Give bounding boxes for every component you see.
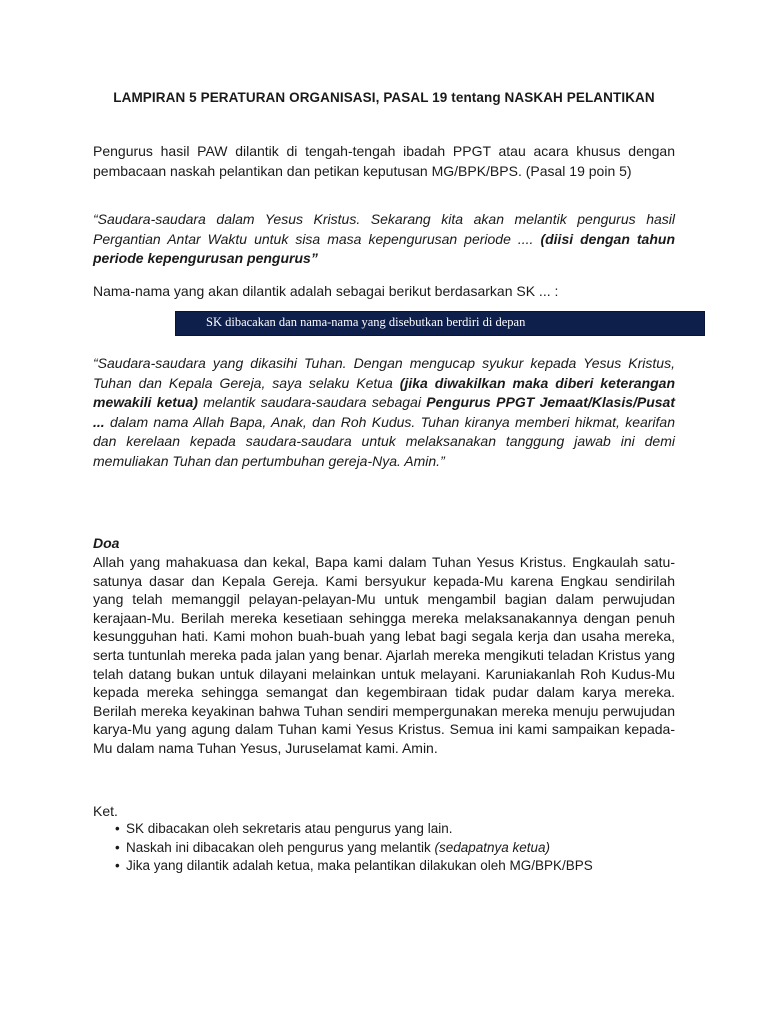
notes-label: Ket. bbox=[93, 803, 118, 819]
bullet-icon: • bbox=[115, 839, 120, 855]
note-text: Naskah ini dibacakan oleh pengurus yang melantik bbox=[126, 839, 435, 855]
opening-quote-text: “Saudara-saudara dalam Yesus Kristus. Sekarang kita akan melantik pengurus hasil Pergantian Antar Waktu untuk sisa masa kepengurusan periode .... bbox=[93, 211, 675, 247]
installation-quote-part2: melantik saudara-saudara sebagai bbox=[197, 394, 427, 410]
list-item bbox=[115, 857, 675, 876]
names-intro-paragraph: Nama-nama yang akan dilantik adalah sebagai berikut berdasarkan SK ... : bbox=[93, 283, 559, 299]
installation-quote-part3: dalam nama Allah Bapa, Anak, dan Roh Kudus. Tuhan kiranya memberi hikmat, kearifan dan kerelaan kepada saudara-saudara untuk melaksanakan tanggung jawab ini demi memuliakan Tuhan dan pertumbuhan gereja-Nya. Amin.” bbox=[93, 413, 675, 469]
opening-quote-note: (diisi dengan tahun periode kepengurusan pengurus” bbox=[93, 230, 676, 266]
sk-instruction-box: SK dibacakan dan nama-nama yang disebutkan berdiri di depan bbox=[175, 311, 705, 336]
note-text: Jika yang dilantik adalah ketua, maka pelantikan dilakukan oleh MG/BPK/BPS bbox=[126, 858, 593, 873]
bullet-icon: • bbox=[115, 858, 120, 873]
installation-quote-part1: “Saudara-saudara yang dikasihi Tuhan. Dengan mengucap syukur kepada Yesus Kristus, Tuhan dan Kepala Gereja, saya selaku Ketua bbox=[93, 355, 675, 391]
opening-quote-paragraph bbox=[93, 210, 675, 269]
note-italic: (sedapatnya ketua) bbox=[434, 839, 551, 855]
prayer-heading: Doa bbox=[93, 535, 120, 551]
bullet-icon: • bbox=[115, 821, 120, 836]
list-item bbox=[115, 820, 675, 839]
installation-quote-note1: (jika diwakilkan maka diberi keterangan mewakili ketua) bbox=[93, 374, 676, 410]
note-text: SK dibacakan oleh sekretaris atau pengurus yang lain. bbox=[126, 821, 453, 836]
notes-list bbox=[115, 820, 675, 876]
installation-quote-note2: Pengurus PPGT Jemaat/Klasis/Pusat ... bbox=[93, 394, 676, 430]
list-item bbox=[115, 839, 675, 858]
page-title: LAMPIRAN 5 PERATURAN ORGANISASI, PASAL 19 tentang NASKAH PELANTIKAN bbox=[113, 90, 655, 105]
prayer-body: Allah yang mahakuasa dan kekal, Bapa kami dalam Tuhan Yesus Kristus. Engkaulah satu-satunya dasar dan Kepala Gereja. Kami bersyukur kepada-Mu karena Engkau sendirilah yang telah memanggil pelayan-pelayan-Mu untuk mengambil bagian dalam perwujudan kerajaan-Mu. Berilah mereka kesetiaan sehingga mereka melaksanakannya dengan penuh kesungguhan hati. Kami mohon buah-buah yang lebat bagi segala kerja dan usaha mereka, serta tuntunlah mereka pada jalan yang benar. Ajarlah mereka mengikuti teladan Kristus yang telah datang bukan untuk dilayani melainkan untuk melayani. Karuniakanlah Roh Kudus-Mu kepada mereka sehingga semangat dan kegembiraan tidak pudar dalam karya mereka. Berilah mereka keyakinan bahwa Tuhan sendiri mempergunakan mereka menuju perwujudan karya-Mu yang agung dalam Tuhan kami Yesus Kristus. Semua ini kami sampaikan kepada-Mu dalam nama Tuhan Yesus, Juruselamat kami. Amin. bbox=[93, 554, 675, 756]
installation-quote-paragraph bbox=[93, 354, 675, 471]
intro-paragraph: Pengurus hasil PAW dilantik di tengah-tengah ibadah PPGT atau acara khusus dengan pembacaan naskah pelantikan dan petikan keputusan MG/BPK/BPS. (Pasal 19 poin 5) bbox=[93, 143, 675, 179]
